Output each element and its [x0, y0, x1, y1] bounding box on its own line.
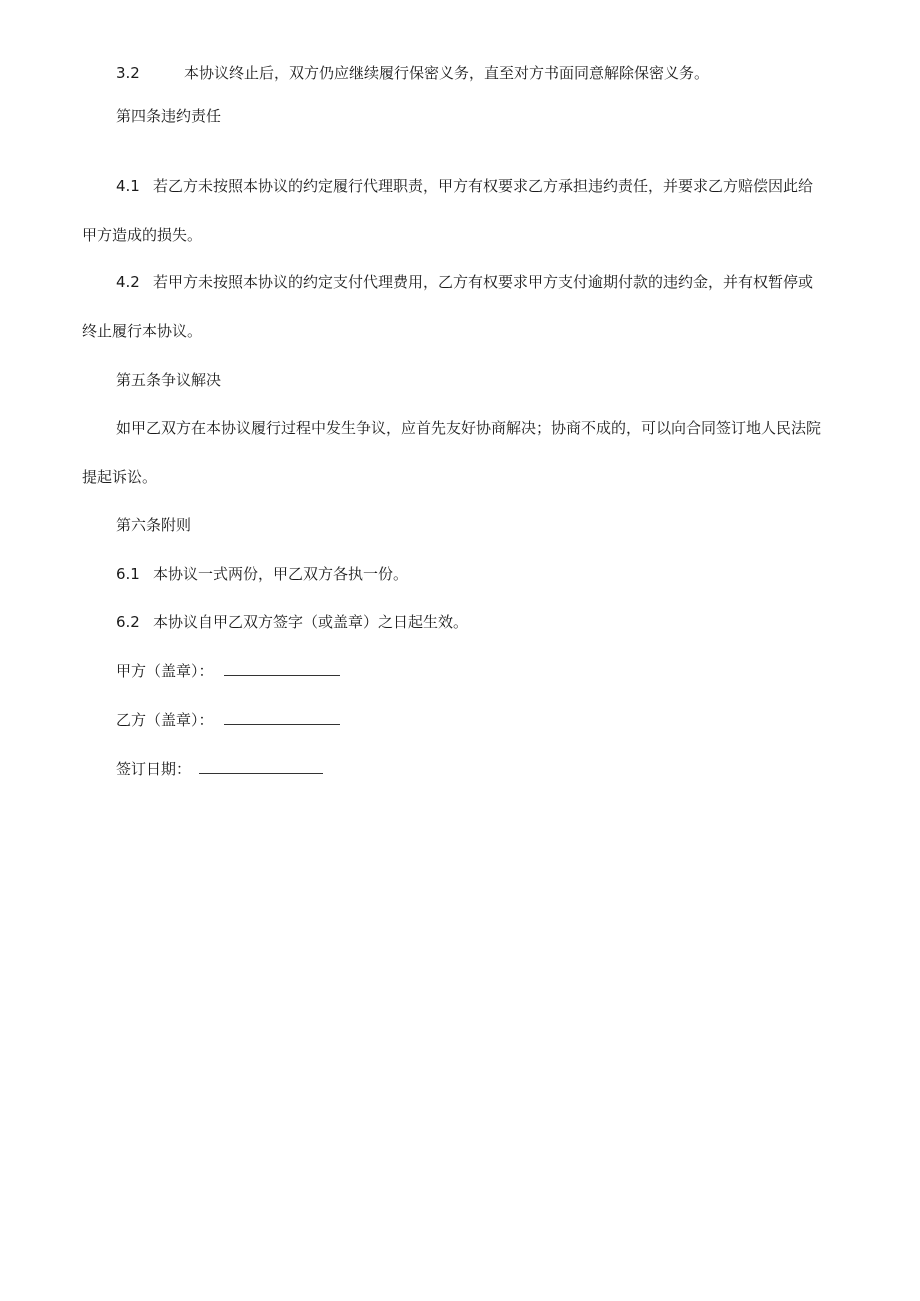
- clause-6-2: [116, 612, 468, 632]
- article-5-text: 如甲乙双方在本协议履行过程中发生争议，应首先友好协商解决；协商不成的，可以向合同签订地人民法院: [116, 419, 822, 437]
- date-signature-line: [199, 759, 323, 774]
- date-label: 签订日期：: [116, 760, 192, 778]
- party-b-label: 乙方（盖章）：: [116, 711, 214, 729]
- clause-4-1-continuation: 甲方造成的损失。: [82, 226, 203, 244]
- clause-6-1: [116, 564, 408, 584]
- sign-date: [116, 759, 323, 779]
- clause-text: 本协议自甲乙双方签字（或盖章）之日起生效。: [153, 613, 469, 631]
- article-6-heading: 第六条附则: [116, 516, 192, 534]
- clause-number: 6.2: [116, 613, 140, 631]
- clause-3-2: [116, 63, 709, 83]
- clause-text: 若乙方未按照本协议的约定履行代理职责，甲方有权要求乙方承担违约责任，并要求乙方赔偿因此给: [153, 177, 814, 195]
- party-a-signature: [116, 661, 340, 681]
- clause-text: 若甲方未按照本协议的约定支付代理费用，乙方有权要求甲方支付逾期付款的违约金，并有权暂停或: [153, 273, 814, 291]
- article-5-heading: 第五条争议解决: [116, 371, 222, 389]
- party-a-label: 甲方（盖章）：: [116, 662, 214, 680]
- clause-number: 6.1: [116, 565, 140, 583]
- clause-4-2: [116, 272, 813, 292]
- clause-text: 本协议终止后，双方仍应继续履行保密义务，直至对方书面同意解除保密义务。: [184, 64, 710, 82]
- clause-text: 本协议一式两份，甲乙双方各执一份。: [153, 565, 409, 583]
- clause-4-1: [116, 176, 813, 196]
- clause-number: 4.2: [116, 273, 140, 291]
- clause-4-2-continuation: 终止履行本协议。: [82, 322, 203, 340]
- party-b-signature-line: [224, 710, 340, 725]
- article-4-heading: 第四条违约责任: [116, 107, 222, 125]
- clause-number: 3.2: [116, 64, 140, 82]
- clause-number: 4.1: [116, 177, 140, 195]
- party-b-signature: [116, 710, 340, 730]
- party-a-signature-line: [224, 661, 340, 676]
- article-5-continuation: 提起诉讼。: [82, 468, 158, 486]
